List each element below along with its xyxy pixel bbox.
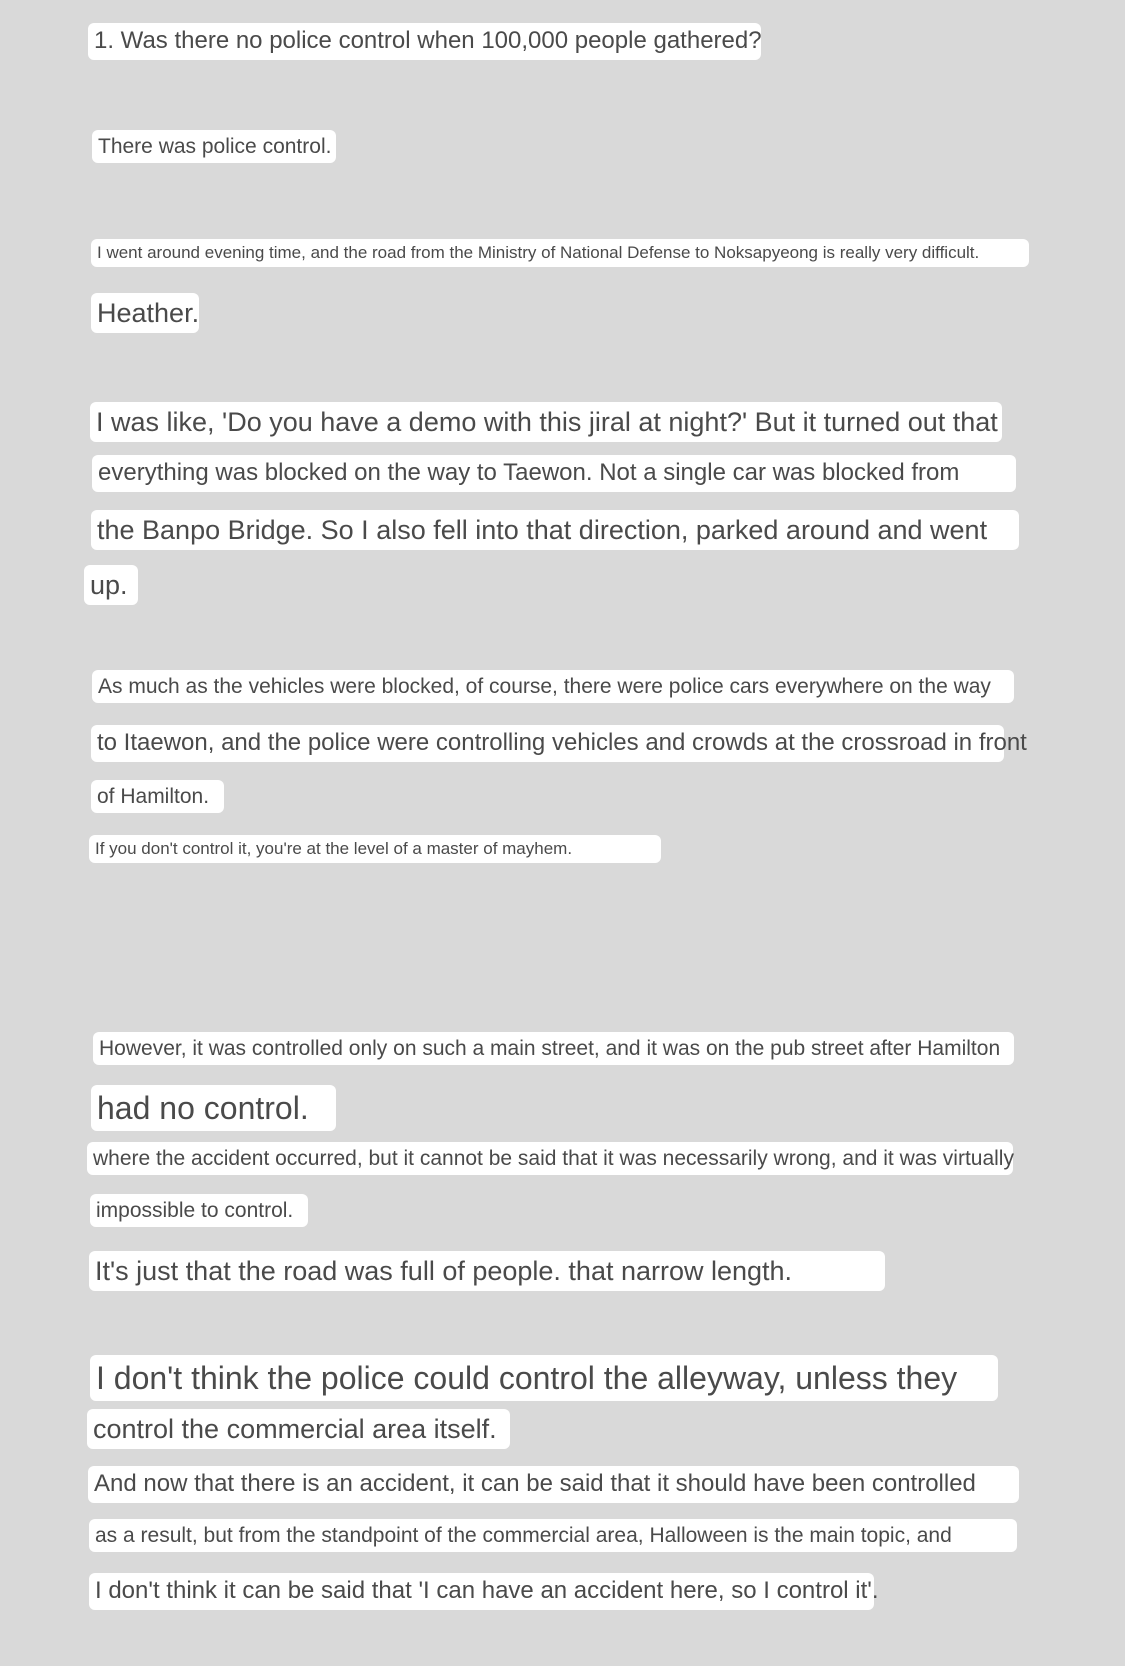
text-line: the Banpo Bridge. So I also fell into that direction, parked around and went [91,510,1019,550]
text-line: As much as the vehicles were blocked, of course, there were police cars everywhere on the way [92,670,1014,703]
text-line: control the commercial area itself. [87,1409,510,1449]
text-line: I went around evening time, and the road from the Ministry of National Defense to Noksapyeong is really very difficult. [91,239,1029,267]
text-line: to Itaewon, and the police were controlling vehicles and crowds at the crossroad in front [91,725,1004,762]
text-line: had no control. [91,1085,336,1131]
text-line: Heather. [91,293,199,333]
text-line: However, it was controlled only on such a main street, and it was on the pub street after Hamilton [93,1032,1014,1065]
text-line: It's just that the road was full of people. that narrow length. [89,1251,885,1291]
text-line: I was like, 'Do you have a demo with this jiral at night?' But it turned out that [90,402,1002,442]
text-line: impossible to control. [90,1194,308,1227]
text-line: I don't think the police could control the alleyway, unless they [90,1355,998,1401]
text-line: There was police control. [92,130,336,163]
text-line: If you don't control it, you're at the level of a master of mayhem. [89,835,661,863]
question-line: 1. Was there no police control when 100,000 people gathered? [88,23,761,60]
text-line: where the accident occurred, but it cannot be said that it was necessarily wrong, and it was virtually [87,1142,1013,1175]
text-line: And now that there is an accident, it can be said that it should have been controlled [88,1466,1019,1503]
text-line: I don't think it can be said that 'I can have an accident here, so I control it'. [89,1573,874,1610]
text-line: up. [84,565,138,605]
text-line: everything was blocked on the way to Taewon. Not a single car was blocked from [92,455,1016,492]
text-line: as a result, but from the standpoint of the commercial area, Halloween is the main topic, and [89,1519,1017,1552]
text-line: of Hamilton. [91,780,224,813]
